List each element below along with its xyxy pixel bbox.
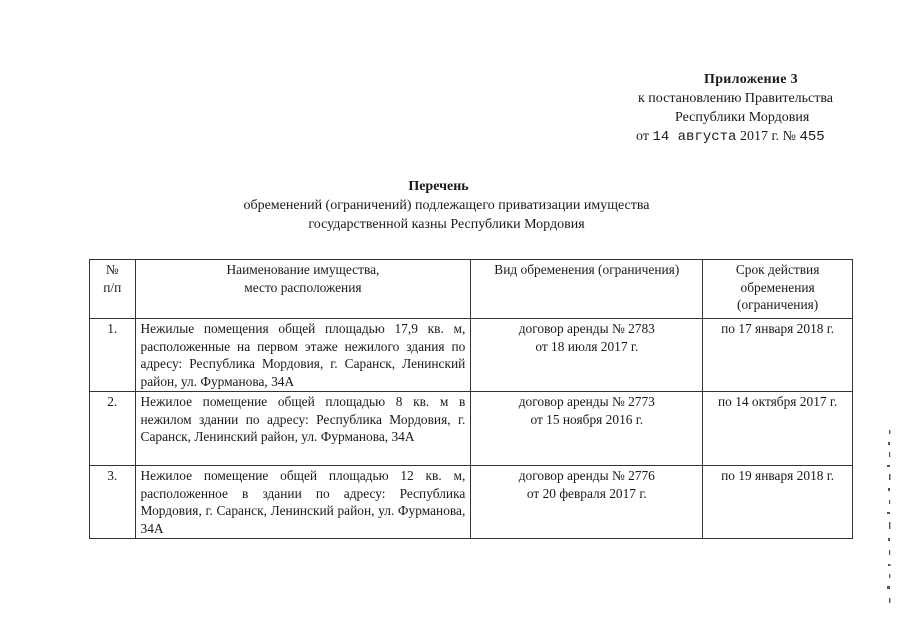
- decree-number: 455: [799, 129, 825, 145]
- row-type: договор аренды № 2783 от 18 июля 2017 г.: [471, 319, 703, 392]
- row-num: 3.: [90, 466, 136, 539]
- row-term: по 17 января 2018 г.: [703, 319, 853, 392]
- table-row: [90, 466, 853, 539]
- row-name: Нежилое помещение общей площадью 12 кв. м, расположенное в здании по адресу: Республика Мордовия, г. Саранск, Ленинский район, ул. Фурманова, 34А: [135, 466, 471, 539]
- row-term: по 19 января 2018 г.: [703, 466, 853, 539]
- appendix-title: Приложение 3: [704, 72, 798, 87]
- appendix-reference: к постановлению Правительства: [638, 91, 834, 106]
- header-term: Срок действия обременения (ограничения): [703, 260, 853, 319]
- table-row: [90, 319, 853, 392]
- date-prefix: от: [636, 129, 653, 144]
- row-name: Нежилое помещение общей площадью 8 кв. м в нежилом здании по адресу: Республика Мордовия, г. Саранск, Ленинский район, ул. Фурманова, 34А: [135, 392, 471, 466]
- row-type: договор аренды № 2776 от 20 февраля 2017 г.: [471, 466, 703, 539]
- header-name: Наименование имущества, место расположения: [135, 260, 471, 319]
- appendix-government: Республики Мордовия: [675, 110, 810, 125]
- date-year: 2017 г. №: [736, 129, 800, 144]
- document-subtitle-2: государственной казны Республики Мордовия: [308, 217, 585, 232]
- document-subtitle-1: обременений (ограничений) подлежащего приватизации имущества: [243, 198, 650, 213]
- appendix-date-line: [636, 127, 825, 147]
- date-main: 14 августа: [652, 129, 737, 145]
- row-name: Нежилые помещения общей площадью 17,9 кв. м, расположенные на первом этаже нежилого здания по адресу: Республика Мордовия, г. Саранск, Ленинский район, ул. Фурманова, 34А: [135, 319, 471, 392]
- scan-margin-marks: [883, 430, 897, 610]
- table-header-row: [90, 260, 853, 319]
- table-row: [90, 392, 853, 466]
- encumbrance-table: [89, 259, 853, 539]
- header-num: № п/п: [90, 260, 136, 319]
- row-type: договор аренды № 2773 от 15 ноября 2016 г.: [471, 392, 703, 466]
- header-type: Вид обременения (ограничения): [471, 260, 703, 319]
- row-num: 2.: [90, 392, 136, 466]
- document-title: Перечень: [408, 179, 469, 194]
- row-num: 1.: [90, 319, 136, 392]
- row-term: по 14 октября 2017 г.: [703, 392, 853, 466]
